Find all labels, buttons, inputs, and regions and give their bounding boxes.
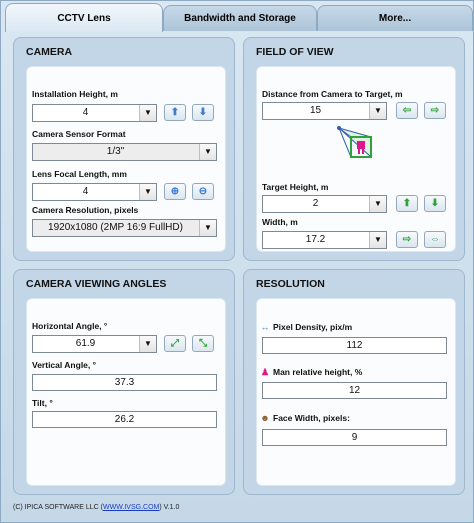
focal-length-value: 4 [82, 186, 89, 197]
zoom-out-icon: ⊖ [198, 186, 208, 197]
height-up-button[interactable] [164, 104, 186, 121]
man-height-label [260, 367, 362, 378]
distance-increase-button[interactable] [424, 102, 446, 119]
copyright-suffix: ) V.1.0 [159, 504, 180, 511]
zoom-in-icon: ⊕ [170, 186, 180, 197]
zoom-in-button[interactable] [164, 183, 186, 200]
resolution-panel [243, 269, 465, 495]
zoom-out-button[interactable] [192, 183, 214, 200]
camera-panel-body [26, 66, 226, 252]
width-arrows-icon: ↔ [260, 322, 270, 332]
width-both-button[interactable] [424, 231, 446, 248]
face-icon: ☻ [260, 413, 270, 423]
expand-icon: ⤢ [171, 338, 179, 349]
distance-label: Distance from Camera to Target, m [262, 89, 403, 99]
face-width-label [260, 413, 350, 423]
arrow-up-icon: ⬆ [170, 107, 180, 118]
field-of-view-panel [243, 37, 465, 261]
installation-height-value: 4 [82, 107, 89, 118]
fov-panel-body [256, 66, 456, 252]
camera-resolution-label: Camera Resolution, pixels [32, 205, 139, 215]
face-width-field[interactable]: 9 [262, 429, 447, 446]
field-of-view-diagram [335, 125, 383, 161]
vertical-angle-field[interactable]: 37.3 [32, 374, 217, 391]
copyright-prefix: (C) IPICA SOFTWARE LLC ( [13, 504, 103, 511]
width-label: Width, m [262, 217, 298, 227]
viewing-angles-panel [13, 269, 235, 495]
installation-height-combo[interactable] [32, 104, 157, 122]
man-icon: ♟ [260, 367, 270, 377]
camera-resolution-combo[interactable] [32, 219, 217, 237]
arrow-down-icon: ⬇ [430, 198, 440, 209]
target-height-combo[interactable] [262, 195, 387, 213]
horizontal-angle-label: Horizontal Angle, ° [32, 321, 108, 331]
chevron-down-icon[interactable]: ▼ [369, 232, 386, 248]
installation-height-label: Installation Height, m [32, 89, 118, 99]
pixel-density-label-text: Pixel Density, pix/m [273, 322, 353, 332]
target-height-label: Target Height, m [262, 182, 329, 192]
collapse-icon: ⤡ [199, 338, 207, 349]
face-width-label-text: Face Width, pixels: [273, 413, 350, 423]
arrow-down-icon: ⬇ [198, 107, 208, 118]
sensor-format-value: 1/3" [106, 146, 125, 157]
chevron-down-icon[interactable]: ▼ [369, 103, 386, 119]
man-height-field[interactable]: 12 [262, 382, 447, 399]
resolution-panel-body [256, 298, 456, 486]
sensor-format-combo[interactable] [32, 143, 217, 161]
chevron-down-icon[interactable]: ▼ [139, 105, 156, 121]
width-arrows-icon: ⇔ [430, 234, 440, 245]
vertical-angle-label: Vertical Angle, ° [32, 360, 97, 370]
pixel-density-field[interactable]: 112 [262, 337, 447, 354]
resolution-panel-title: RESOLUTION [256, 278, 325, 290]
width-value: 17.2 [305, 234, 326, 245]
chevron-down-icon[interactable]: ▼ [199, 144, 216, 160]
chevron-down-icon[interactable]: ▼ [369, 196, 386, 212]
man-height-label-text: Man relative height, % [273, 367, 363, 377]
chevron-down-icon[interactable]: ▼ [139, 184, 156, 200]
tab-cctv-lens[interactable]: CCTV Lens [5, 3, 163, 32]
tab-more[interactable]: More... [317, 5, 473, 31]
distance-value: 15 [309, 105, 322, 116]
copyright-footer [13, 504, 179, 511]
target-height-up-button[interactable] [396, 195, 418, 212]
width-increase-button[interactable] [396, 231, 418, 248]
tab-bandwidth-storage[interactable]: Bandwidth and Storage [163, 5, 317, 31]
arrow-right-icon: ⇨ [430, 105, 440, 116]
chevron-down-icon[interactable]: ▼ [199, 220, 216, 236]
sensor-format-label: Camera Sensor Format [32, 129, 126, 139]
chevron-down-icon[interactable]: ▼ [139, 336, 156, 352]
angle-collapse-button[interactable] [192, 335, 214, 352]
tab-bar [1, 1, 474, 31]
fov-panel-title: FIELD OF VIEW [256, 46, 334, 58]
arrow-right-icon: ⇨ [402, 234, 412, 245]
website-link[interactable]: WWW.IVSG.COM [102, 504, 160, 511]
arrow-up-icon: ⬆ [402, 198, 412, 209]
target-height-down-button[interactable] [424, 195, 446, 212]
angles-panel-title: CAMERA VIEWING ANGLES [26, 278, 167, 290]
horizontal-angle-value: 61.9 [75, 338, 96, 349]
tilt-label: Tilt, ° [32, 398, 53, 408]
distance-combo[interactable] [262, 102, 387, 120]
target-height-value: 2 [312, 198, 319, 209]
horizontal-angle-combo[interactable] [32, 335, 157, 353]
distance-decrease-button[interactable] [396, 102, 418, 119]
camera-resolution-value: 1920x1080 (2MP 16:9 FullHD) [48, 222, 183, 233]
width-combo[interactable] [262, 231, 387, 249]
height-down-button[interactable] [192, 104, 214, 121]
pixel-density-label [260, 322, 352, 332]
camera-panel-title: CAMERA [26, 46, 73, 58]
focal-length-combo[interactable] [32, 183, 157, 201]
arrow-left-icon: ⇦ [402, 105, 412, 116]
camera-panel [13, 37, 235, 261]
angles-panel-body [26, 298, 226, 486]
focal-length-label: Lens Focal Length, mm [32, 169, 127, 179]
tilt-field[interactable]: 26.2 [32, 411, 217, 428]
angle-expand-button[interactable] [164, 335, 186, 352]
